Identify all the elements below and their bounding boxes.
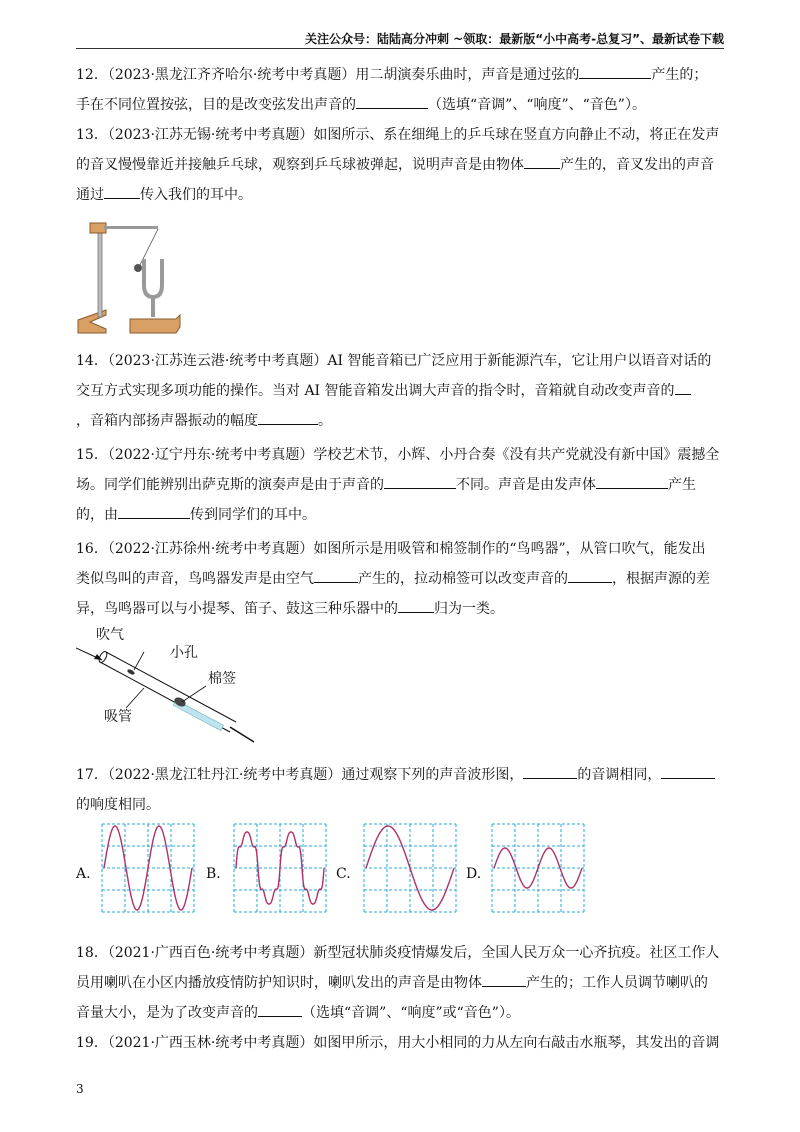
label-hole: 小孔 [170, 645, 198, 661]
waveform-b [232, 822, 328, 914]
q16-text: 产生的，拉动棉签可以改变声音的 [358, 571, 568, 587]
q16-text: 归为一类。 [434, 601, 504, 617]
q15-text: 15．（2022·辽宁丹东·统考中考真题）学校艺术节，小辉、小丹合奏《没有共产党就没有新中国》震撼全 [76, 447, 720, 463]
label-blow: 吹气 [96, 627, 124, 643]
q12-text: 手在不同位置按弦，目的是改变弦发出声音的 [76, 97, 356, 113]
q15-text: 场。同学们能辨别出萨克斯的演奏声是由于声音的 [76, 477, 384, 493]
answer-blank[interactable] [568, 564, 612, 583]
q17-text: 17．（2022·黑龙江牡丹江·统考中考真题）通过观察下列的声音波形图， [76, 767, 524, 783]
bird-whistle-figure [76, 627, 266, 750]
answer-blank[interactable] [675, 376, 691, 395]
question-13 [76, 120, 726, 210]
q17-text: 的响度相同。 [76, 797, 160, 813]
answer-blank[interactable] [258, 998, 302, 1017]
option-b-label: B. [206, 866, 221, 882]
answer-blank[interactable] [523, 760, 577, 779]
q16-text: 16．（2022·江苏徐州·统考中考真题）如图所示是用吸管和棉签制作的“鸟鸣器”，从管口吹气，能发出 [76, 541, 706, 557]
q14-text: 。 [318, 413, 332, 429]
question-12 [76, 60, 726, 120]
answer-blank[interactable] [661, 760, 715, 779]
q13-text: 的音叉慢慢靠近并接触乒乓球，观察到乒乓球被弹起，说明声音是由物体 [76, 157, 524, 173]
q19-text: 19．（2021·广西玉林·统考中考真题）如图甲所示，用大小相同的力从左向右敲击水瓶琴，其发出的音调 [76, 1035, 720, 1051]
question-14 [76, 346, 726, 436]
question-18 [76, 938, 726, 1028]
answer-blank[interactable] [384, 470, 456, 489]
q13-text: 产生的，音叉发出的声音 [560, 157, 714, 173]
q18-text: 18．（2021·广西百色·统考中考真题）新型冠状肺炎疫情爆发后，全国人民万众一心齐抗疫。社区工作人 [76, 945, 720, 961]
question-19 [76, 1028, 726, 1058]
answer-blank[interactable] [356, 90, 428, 109]
q15-text: 产生 [668, 477, 696, 493]
q16-text: 异，鸟鸣器可以与小提琴、笛子、鼓这三种乐器中的 [76, 601, 398, 617]
option-d-label: D. [466, 866, 482, 882]
q15-text: 传到同学们的耳中。 [190, 507, 316, 523]
answer-blank[interactable] [258, 406, 318, 425]
q17-text: 的音调相同， [577, 767, 662, 783]
answer-blank[interactable] [118, 500, 190, 519]
q18-text: 音量大小，是为了改变声音的 [76, 1005, 258, 1021]
label-swab: 棉签 [208, 671, 236, 687]
question-17 [76, 760, 726, 820]
question-15 [76, 440, 726, 530]
answer-blank[interactable] [314, 564, 358, 583]
q14-text: 14．（2023·江苏连云港·统考中考真题）AI 智能音箱已广泛应用于新能源汽车，它让用户以语音对话的 [76, 353, 712, 369]
question-16 [76, 534, 726, 624]
answer-blank[interactable] [579, 60, 651, 79]
q18-text: 产生的；工作人员调节喇叭的 [526, 975, 708, 991]
q12-text: 12．（2023·黑龙江齐齐哈尔·统考中考真题）用二胡演奏乐曲时，声音是通过弦的 [76, 67, 580, 83]
answer-blank[interactable] [482, 968, 526, 987]
answer-blank[interactable] [524, 150, 560, 169]
q13-text: 13．（2023·江苏无锡·统考中考真题）如图所示、系在细绳上的乒乓球在竖直方向静止不动，将正在发声 [76, 127, 720, 143]
q16-text: ，根据声源的差 [612, 571, 710, 587]
q12-text: 产生的； [651, 67, 708, 83]
q18-text: 员用喇叭在小区内播放疫情防护知识时，喇叭发出的声音是由物体 [76, 975, 482, 991]
q18-text: （选填“音调”、“响度”或“音色”）。 [302, 1005, 520, 1021]
q13-text: 传入我们的耳中。 [140, 187, 252, 203]
q15-text: 不同。声音是由发声体 [456, 477, 596, 493]
page-header: 关注公众号：陆陆高分冲刺 ~领取：最新版“小中高考-总复习”、最新试卷下载 [76, 30, 724, 49]
label-straw: 吸管 [104, 709, 132, 725]
q14-text: 交互方式实现多项功能的操作。当对 AI 智能音箱发出调大声音的指令时，音箱就自动改变声音的 [76, 383, 675, 399]
q14-text: ，音箱内部扬声器振动的幅度 [76, 413, 258, 429]
page-number: 3 [76, 1082, 84, 1096]
q16-text: 类似鸟叫的声音，鸟鸣器发声是由空气 [76, 571, 314, 587]
answer-blank[interactable] [104, 180, 140, 199]
waveform-d [490, 822, 586, 914]
q13-text: 通过 [76, 187, 104, 203]
waveform-c [362, 822, 458, 914]
q15-text: 的，由 [76, 507, 118, 523]
option-a-label: A. [76, 866, 91, 882]
q12-text: （选填“音调”、“响度”、“音色”）。 [428, 97, 646, 113]
tuning-fork-figure [76, 215, 186, 335]
waveform-options [76, 820, 716, 920]
option-c-label: C. [336, 866, 351, 882]
answer-blank[interactable] [398, 594, 434, 613]
waveform-a [100, 822, 196, 914]
answer-blank[interactable] [596, 470, 668, 489]
